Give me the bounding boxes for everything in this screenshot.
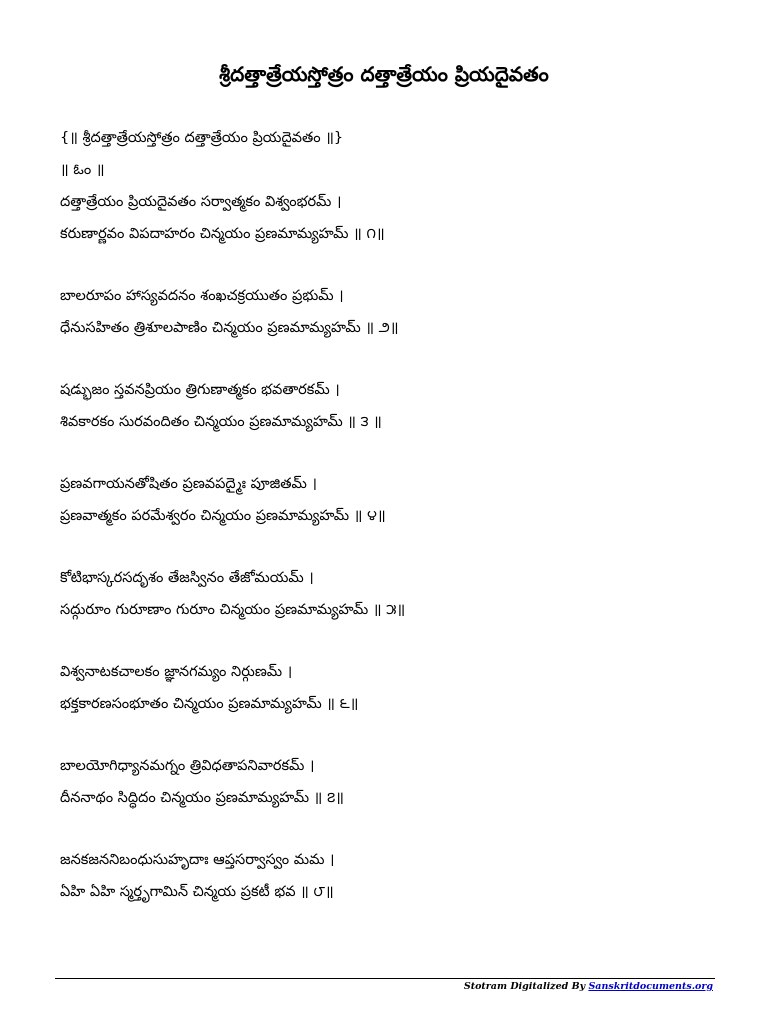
verse-3-line-1: షడ్భుజం స్తవనప్రియం త్రిగుణాత్మకం భవతారకమ్ । xyxy=(60,382,340,398)
verse-8-line-1: జనకజననిబంధుసుహృదాః ఆప్తసర్వాస్వం మమ । xyxy=(60,852,335,868)
verse-2-line-2: ధేనుసహితం త్రిశూలపాణిం చిన్మయం ప్రణమామ్యహమ్ ॥ ౨॥ xyxy=(60,320,399,336)
stanza-gap xyxy=(60,438,720,468)
stanza-gap xyxy=(60,532,720,562)
footer-credit xyxy=(464,980,713,994)
stanza-gap xyxy=(60,250,720,280)
verse-3-line-2: శివకారకం సురవందితం చిన్మయం ప్రణమామ్యహమ్ ॥ ౩ ॥ xyxy=(60,414,382,430)
footer-divider xyxy=(55,978,715,979)
sanskritdocuments-link[interactable]: Sanskritdocuments.org xyxy=(588,981,713,992)
verse-5-line-2: సద్గురూం గురూణాం గురూం చిన్మయం ప్రణమామ్యహమ్ ॥ ౫॥ xyxy=(60,602,406,618)
verse-6-line-2: భక్తకారణసంభూతం చిన్మయం ప్రణమామ్యహమ్ ॥ ౬॥ xyxy=(60,696,359,712)
header-line: {॥ శ్రీదత్తాత్రేయస్తోత్రం దత్తాత్రేయం ప్రియదైవతం ॥} xyxy=(60,130,344,146)
verse-4-line-1: ప్రణవగాయనతోషితం ప్రణవపద్మైః పూజితమ్ । xyxy=(60,476,317,492)
verse-4-line-2: ప్రణవాత్మకం పరమేశ్వరం చిన్మయం ప్రణమామ్యహమ్ ॥ ౪॥ xyxy=(60,508,386,524)
verse-7-line-2: దీననాథం సిద్ధిదం చిన్మయం ప్రణమామ్యహమ్ ॥ ౭॥ xyxy=(60,790,344,806)
verse-6-line-1: విశ్వనాటకచాలకం జ్ఞానగమ్యం నిర్గుణమ్ । xyxy=(60,664,293,680)
verse-body xyxy=(60,122,720,908)
stanza-gap xyxy=(60,626,720,656)
page-title: శ్రీదత్తాత్రేయస్తోత్రం దత్తాత్రేయం ప్రియదైవతం xyxy=(219,62,549,86)
verse-8-line-2: ఏహి ఏహి స్మర్తృగామిన్ చిన్మయ ప్రకటీ భవ ॥ ౮॥ xyxy=(60,884,334,900)
stanza-gap xyxy=(60,720,720,750)
stanza-gap xyxy=(60,814,720,844)
verse-7-line-1: బాలయోగిధ్యానమగ్నం త్రివిధతాపనివారకమ్ । xyxy=(60,758,315,774)
verse-5-line-1: కోటిభాస్కరసదృశం తేజస్వినం తేజోమయమ్ । xyxy=(60,570,314,586)
invocation-line: ॥ ఓం ॥ xyxy=(60,162,105,178)
verse-1-line-2: కరుణార్ణవం విపదాహరం చిన్మయం ప్రణమామ్యహమ్ ॥ ౧॥ xyxy=(60,226,385,242)
footer-prefix: Stotram Digitalized By xyxy=(463,981,589,992)
verse-1-line-1: దత్తాత్రేయం ప్రియదైవతం సర్వాత్మకం విశ్వంభరమ్ । xyxy=(60,194,342,210)
verse-2-line-1: బాలరూపం హాస్యవదనం శంఖచక్రయుతం ప్రభుమ్ । xyxy=(60,288,344,304)
stanza-gap xyxy=(60,344,720,374)
